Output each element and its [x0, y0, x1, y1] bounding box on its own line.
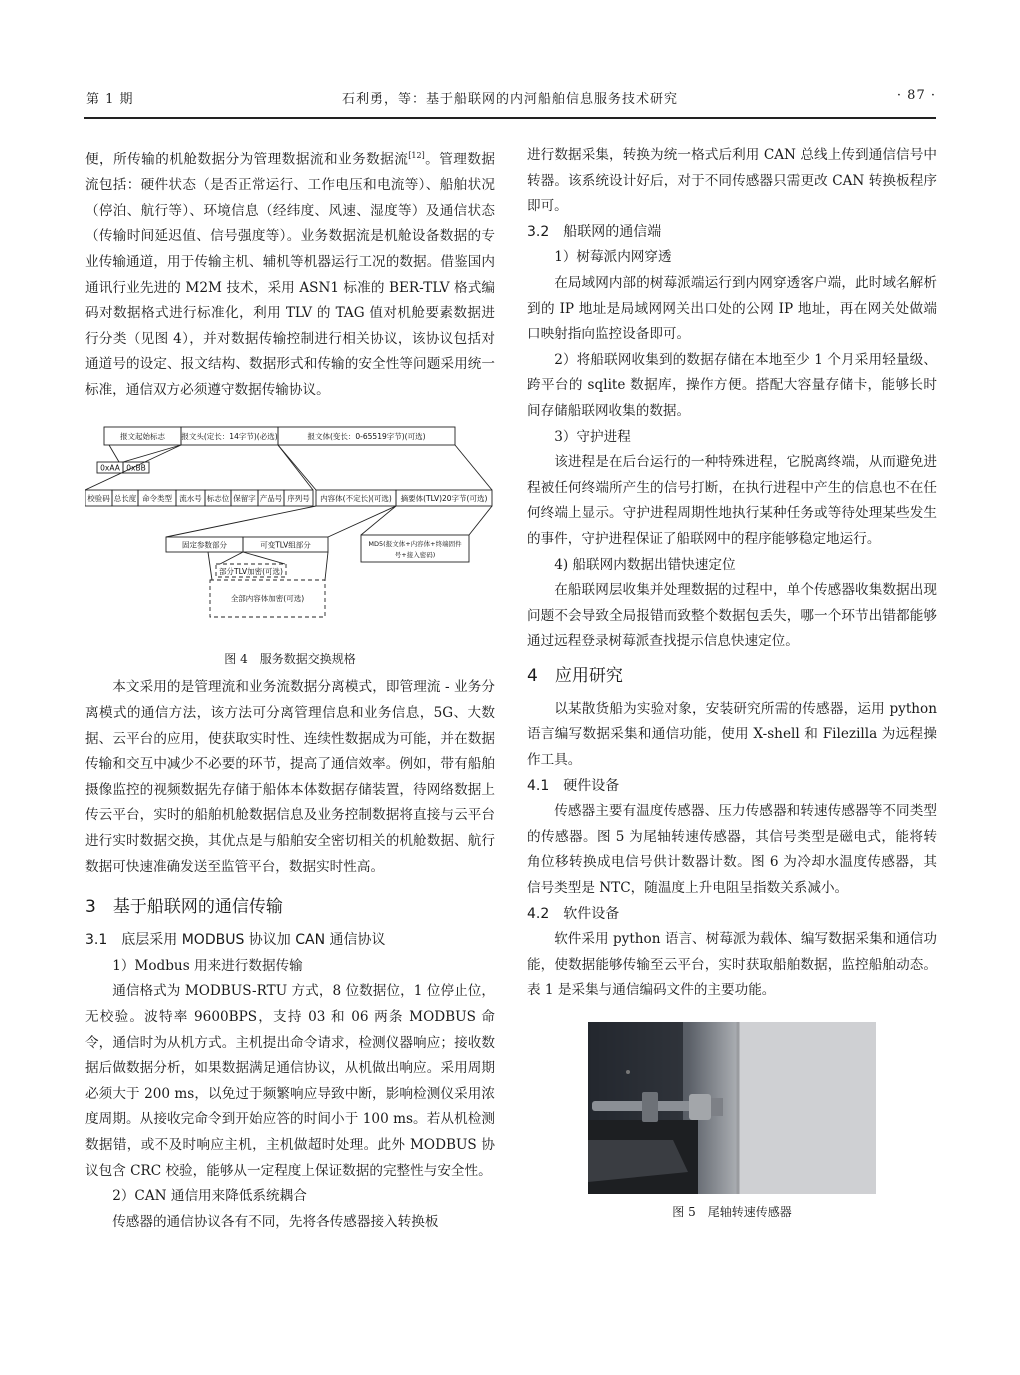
right-column	[527, 143, 937, 1222]
list-item: 2）CAN 通信用来降低系统耦合	[112, 1188, 307, 1205]
fig4-field: 标志位	[206, 494, 230, 504]
fig4-field: 摘要体(TLV)20字节(可选)	[400, 494, 488, 504]
fig4-field: 可变TLV组部分	[260, 540, 311, 550]
fig4-md5-label: 号+接入密码)	[394, 551, 436, 560]
fig4-top-label: 报文体(变长：0-65519字节)(可选)	[307, 432, 426, 442]
fig4-field: 序列号	[287, 494, 310, 504]
list-item: 3）守护进程	[554, 428, 631, 445]
subsection-heading: 4.1 硬件设备	[527, 777, 620, 794]
fig4-md5-label: MD5(报文体+内容体+终端固件	[368, 540, 462, 549]
section-heading: 3 基于船联网的通信传输	[85, 897, 283, 918]
paragraph: 传感器主要有温度传感器、压力传感器和转速传感器等不同类型的传感器。图 5 为尾轴转速传感器，其信号类型是磁电式，能将转角位移转换成电信号供计数器计数。图 6 为冷却水温度传感器，其信号类型是 NTC，随温度上升电阻呈指数关系减小。	[527, 803, 937, 897]
issue-number: 第 1 期	[86, 92, 134, 107]
fig4-field: 流水号	[179, 494, 202, 504]
figure-4-diagram	[85, 417, 495, 645]
fig4-top-label: 报文起始标志	[120, 432, 165, 442]
citation[interactable]: [12]	[408, 151, 425, 160]
figure-5-caption: 图 5 尾轴转速传感器	[672, 1205, 792, 1219]
header-rule	[84, 117, 936, 119]
fig4-partial-encryption: 部分TLV加密(可选)	[219, 567, 283, 577]
paragraph: 2）将船联网收集到的数据存储在本地至少 1 个月采用轻量级、跨平台的 sqlite 数据库，操作方便。搭配大容量存储卡，能够长时间存储船联网收集的数据。	[527, 351, 937, 419]
paragraph: 本文采用的是管理流和业务流数据分离模式，即管理流 - 业务分离模式的通信方法，该方法可分离管理信息和业务信息，5G、大数据、云平台的应用，使获取实时性、连续性数据成为可能，并在数据传输和交互中减少不必要的环节，提高了通信效率。例如，带有船舶摄像监控的视频数据先存储于船体本体数据存储装置，待网络数据上传云平台，实时的船舶机舱数据信息及业务控制数据将直接与云平台进行实时数据交换，其优点是与船舶安全密切相关的机舱数据、航行数据可快速准确发送至监管平台，数据实时性高。	[85, 679, 495, 875]
list-item: 1）Modbus 用来进行数据传输	[112, 957, 303, 974]
paragraph: 进行数据采集，转换为统一格式后利用 CAN 总线上传到通信信号中转器。该系统设计好后，对于不同传感器只需更改 CAN 转换板程序即可。	[527, 147, 937, 215]
page-number: · 87 ·	[896, 88, 936, 103]
fig4-field: 校验码	[87, 494, 110, 504]
fig4-field: 保留字	[233, 494, 256, 504]
subsection-heading: 4.2 软件设备	[527, 905, 620, 922]
fig4-field: 内容体(不定长)(可选)	[320, 494, 392, 504]
left-column	[85, 143, 495, 1235]
fig4-field: 总长度	[113, 494, 137, 504]
paragraph: 软件采用 python 语言、树莓派为载体、编写数据采集和通信功能，使数据能够传输至云平台，实时获取船舶数据，监控船舶动态。表 1 是采集与通信编码文件的主要功能。	[527, 931, 937, 999]
paragraph: 传感器的通信协议各有不同，先将各传感器接入转换板	[112, 1213, 439, 1230]
fig4-field: 产品号	[259, 494, 283, 504]
subsection-heading: 3.2 船联网的通信端	[527, 223, 662, 240]
paragraph: 该进程是在后台运行的一种特殊进程，它脱离终端，从而避免进程被任何终端所产生的信号打断，在执行进程中产生的信息也不在任何终端上显示。守护进程周期性地执行某种任务或等待处理某些发生的事件，守护进程保证了船联网中的程序能够稳定地运行。	[527, 454, 937, 547]
fig4-top-label: 报文头(定长：14字节)(必选)	[181, 432, 278, 442]
subsection-heading: 3.1 底层采用 MODBUS 协议加 CAN 通信协议	[85, 932, 386, 949]
figure-4-caption: 图 4 服务数据交换规格	[224, 652, 356, 667]
section-heading: 4 应用研究	[527, 665, 623, 686]
fig4-field: 固定参数部分	[182, 540, 227, 550]
fig4-start-flag: 0xBB	[126, 463, 146, 473]
list-item: 1）树莓派内网穿透	[554, 249, 672, 266]
fig4-field: 命令类型	[142, 494, 172, 504]
fig4-full-encryption: 全部内容体加密(可选)	[230, 594, 305, 604]
running-title: 石利勇，等：基于船联网的内河船舶信息服务技术研究	[341, 92, 678, 107]
paragraph: 在局域网内部的树莓派端运行到内网穿透客户端，此时域名解析到的 IP 地址是局域网网关出口处的公网 IP 地址，再在网关处做端口映射指向监控设备即可。	[527, 274, 937, 343]
figure-5-photo	[588, 1022, 876, 1194]
paragraph: 在船联网层收集并处理数据的过程中，单个传感器收集数据出现问题不会导致全局报错而致整个数据包丢失，哪一个环节出错都能够通过远程登录树莓派查找提示信息快速定位。	[527, 582, 937, 650]
paragraph: 通信格式为 MODBUS-RTU 方式，8 位数据位，1 位停止位，无校验。波特率 9600BPS，支持 03 和 06 两条 MODBUS 命令，通信时为从机方式。主机提出命令请求，检测仪器响应；接收数据后做数据分析，如果数据满足通信协议，从机做出响应。采用周期必须大于 200 ms，以免过于频繁响应导致中断，影响检测仪采用浓度周期。从接收完命令到开始应答的时间小于 100 ms。若从机检测数据错，或不及时响应主机，主机做超时处理。此外 MODBUS 协议包含 CRC 校验，能够从一定程度上保证数据的完整性与安全性。	[85, 983, 495, 1179]
list-item: 4) 船联网内数据出错快速定位	[554, 556, 736, 573]
paragraph: 便，所传输的机舱数据分为管理数据流和业务数据流[12]。管理数据流包括：硬件状态（是否正常运行、工作电压和电流等）、船舶状况（停泊、航行等）、环境信息（经纬度、风速、湿度等）及通信状态（传输时间延迟值、信号强度等）。业务数据流是机舱设备数据的专业传输通道，用于传输主机、辅机等机器运行工况的数据。借鉴国内通讯行业先进的 M2M 技术，采用 ASN1 标准的 BER-TLV 格式编码对数据格式进行标准化，利用 TLV 的 TAG 值对机舱要素数据进行分类（见图 4），并对数据传输控制进行相关协议，该协议包括对通道号的设定、报文结构、数据形式和传输的安全性等问题采用统一标准，通信双方必须遵守数据传输协议。	[85, 151, 496, 398]
fig4-start-flag: 0xAA	[100, 463, 120, 473]
paragraph: 以某散货船为实验对象，安装研究所需的传感器，运用 python 语言编写数据采集和通信功能，使用 X-shell 和 Filezilla 为远程操作工具。	[527, 700, 937, 769]
